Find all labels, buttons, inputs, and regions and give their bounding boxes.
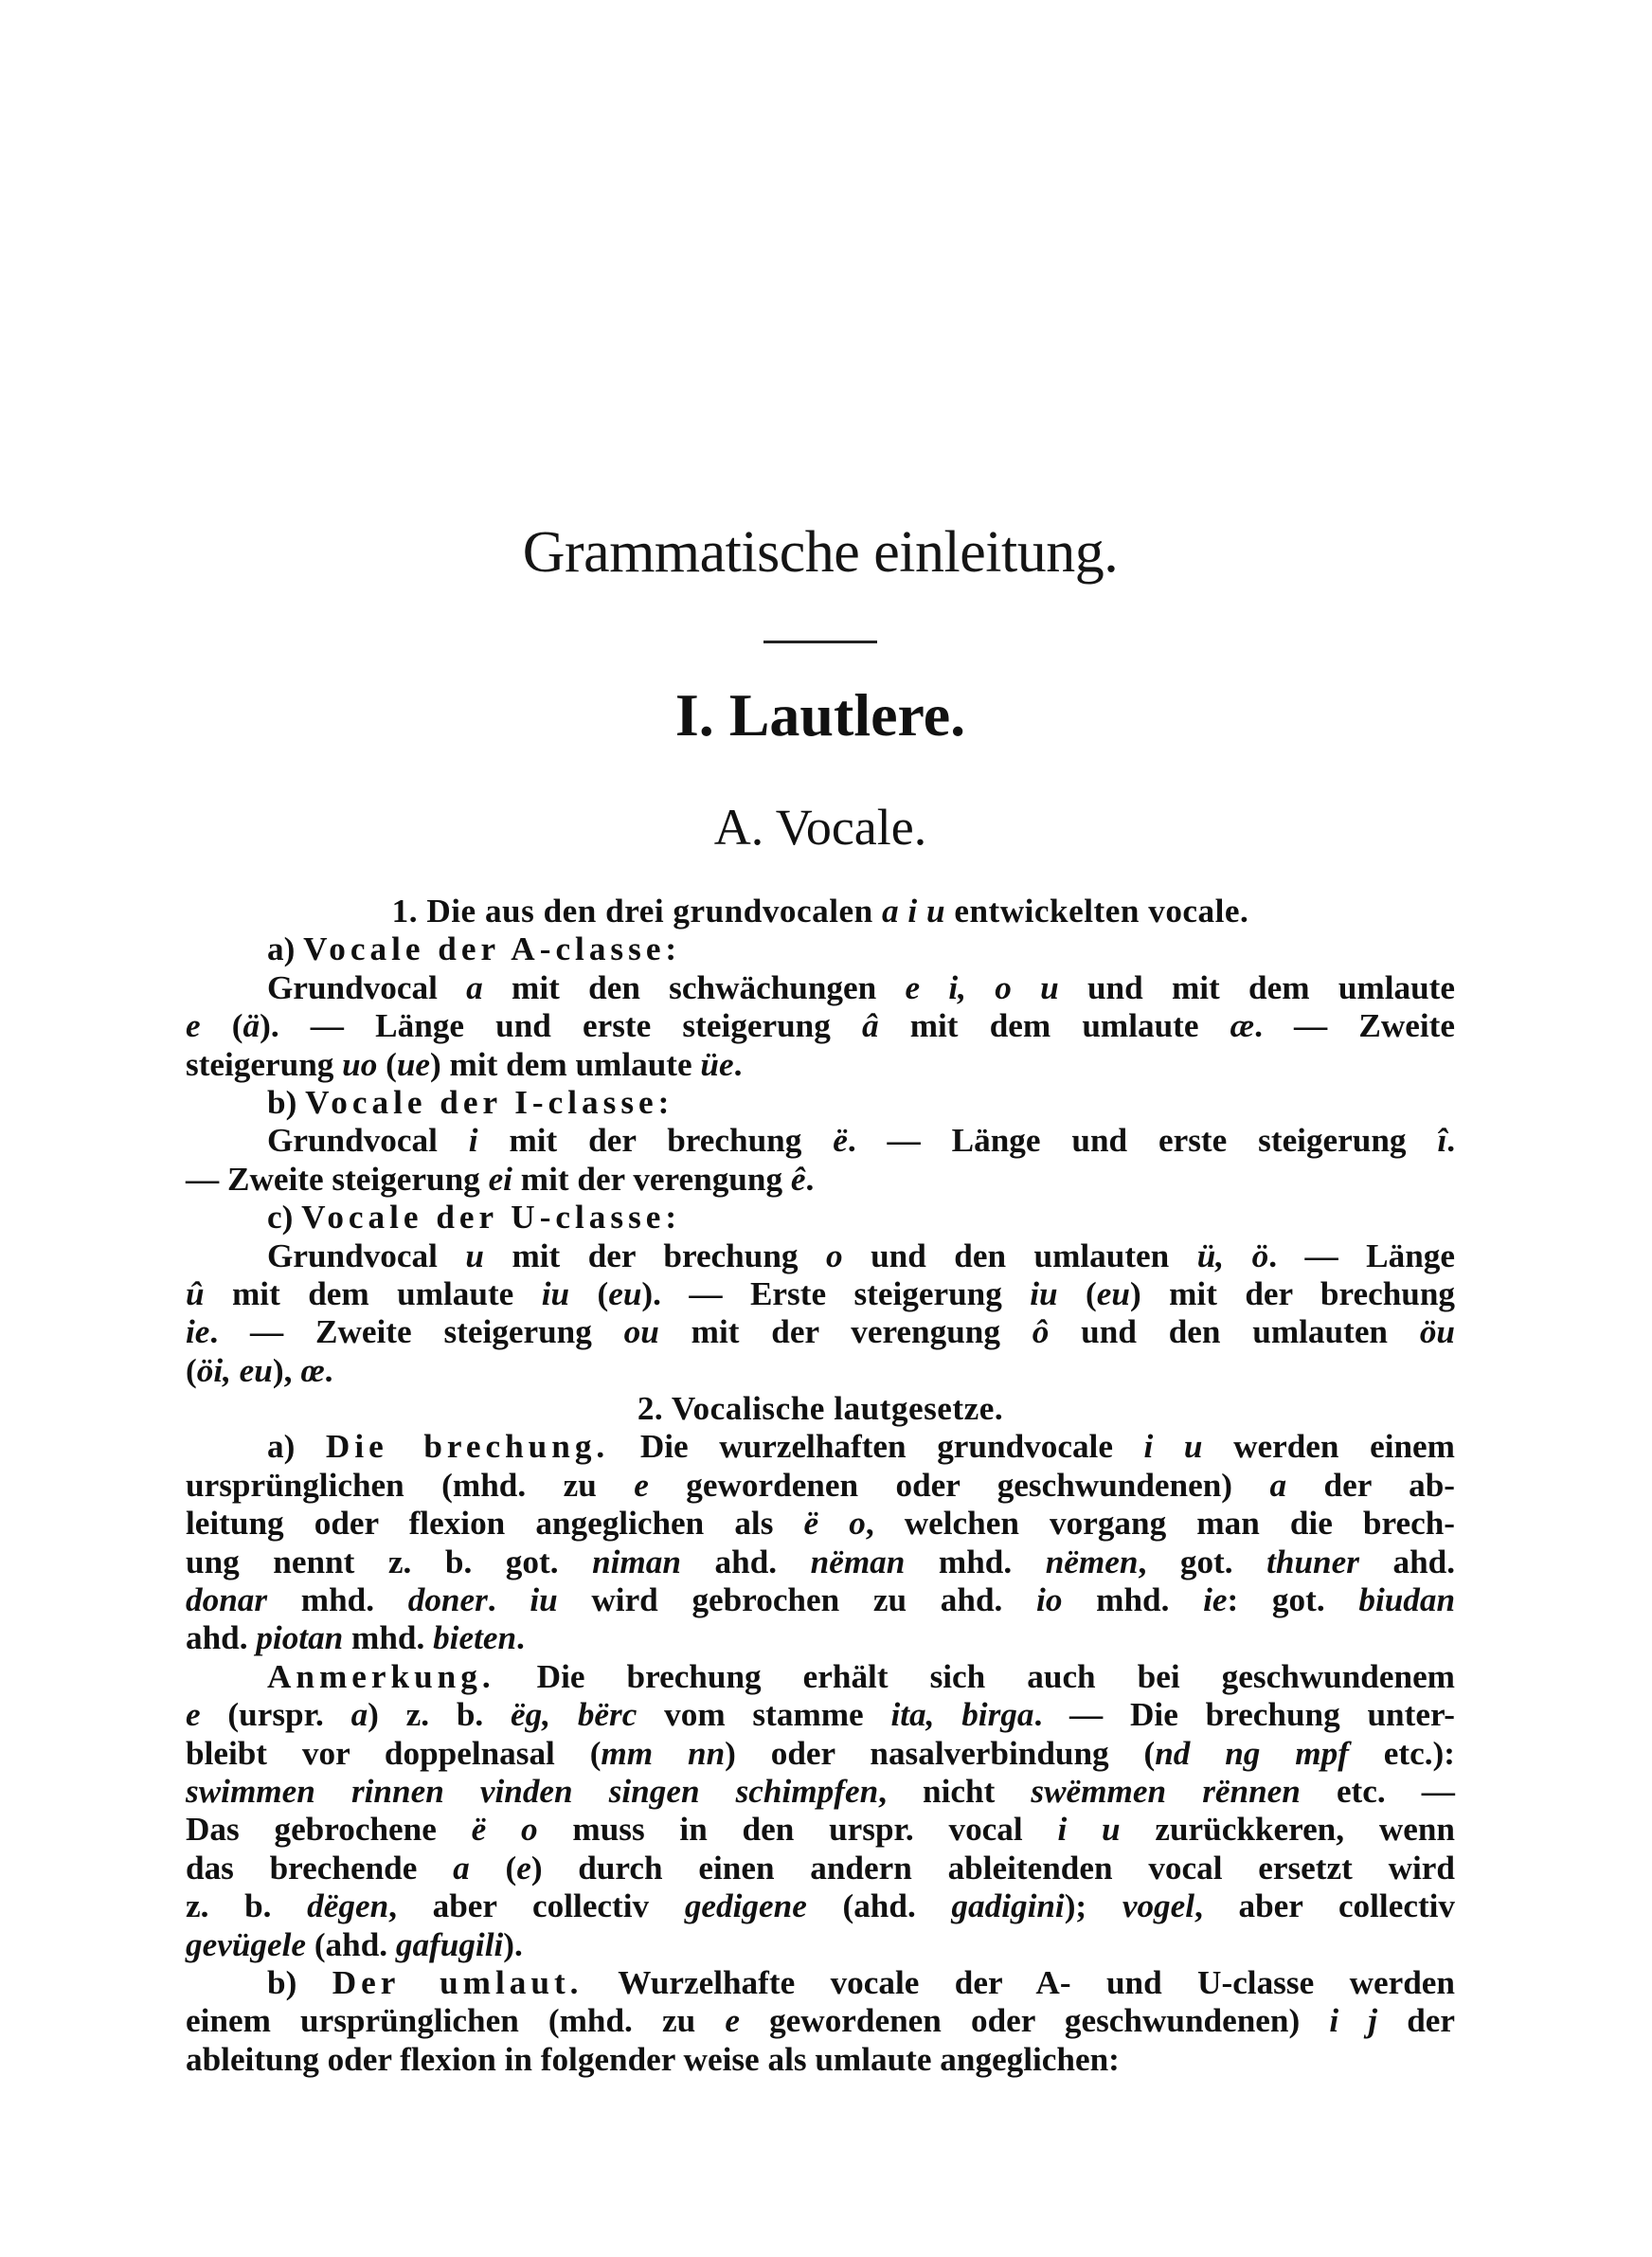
text-line: e (urspr. a) z. b. ëg, bërc vom stamme ita, birga. — Die brechung unter- bbox=[186, 1696, 1455, 1734]
text-line: b) Der umlaut. Wurzelhafte vocale der A- und U-classe werden bbox=[267, 1963, 1455, 2001]
page-title: Grammatische einleitung. bbox=[522, 520, 1119, 585]
text-line: b) Vocale der I-classe: bbox=[267, 1083, 674, 1121]
text-line: ableitung oder flexion in folgender weise als umlaute angeglichen: bbox=[186, 2040, 1120, 2078]
text-line: gevügele (ahd. gafugili). bbox=[186, 1925, 523, 1963]
text-line: c) Vocale der U-classe: bbox=[267, 1199, 682, 1237]
text-line: Das gebrochene ë o muss in den urspr. vocal i u zurückkeren, wenn bbox=[186, 1811, 1455, 1849]
text-line: Anmerkung. Die brechung erhält sich auch bei geschwundenem bbox=[267, 1657, 1455, 1695]
text-line: a) Vocale der A-classe: bbox=[267, 930, 682, 968]
text-line: donar mhd. doner. iu wird gebrochen zu ahd. io mhd. ie: got. biudan bbox=[186, 1581, 1456, 1619]
text-line: e (ä). — Länge und erste steigerung â mit dem umlaute æ. — Zweite bbox=[186, 1007, 1456, 1045]
text-line: swimmen rinnen vinden singen schimpfen, nicht swëmmen rënnen etc. — bbox=[186, 1772, 1455, 1810]
text-line: — Zweite steigerung ei mit der verengung ê. bbox=[186, 1160, 815, 1198]
text-line: ung nennt z. b. got. niman ahd. nëman mhd. nëmen, got. thuner ahd. bbox=[186, 1543, 1455, 1580]
body-text bbox=[186, 893, 1455, 2079]
text-line: 1. Die aus den drei grundvocalen a i u entwickelten vocale. bbox=[391, 893, 1249, 930]
text-line: Grundvocal a mit den schwächungen e i, o u und mit dem umlaute bbox=[267, 968, 1456, 1006]
text-line: ursprünglichen (mhd. zu e gewordenen oder geschwundenen) a der ab- bbox=[186, 1466, 1455, 1504]
title-divider bbox=[763, 641, 877, 643]
section-heading: A. Vocale. bbox=[713, 799, 927, 856]
part-heading: I. Lautlere. bbox=[674, 681, 966, 749]
text-line: ie. — Zweite steigerung ou mit der verengung ô und den umlauten öu bbox=[186, 1313, 1455, 1351]
text-line: Grundvocal u mit der brechung o und den umlauten ü, ö. — Länge bbox=[267, 1237, 1455, 1274]
text-line: bleibt vor doppelnasal (mm nn) oder nasalverbindung (nd ng mpf etc.): bbox=[186, 1734, 1455, 1772]
text-line: einem ursprünglichen (mhd. zu e gewordenen oder geschwundenen) i j der bbox=[186, 2002, 1456, 2040]
text-line: ahd. piotan mhd. bieten. bbox=[186, 1619, 525, 1657]
text-line: a) Die brechung. Die wurzelhaften grundvocale i u werden einem bbox=[267, 1428, 1455, 1466]
text-line: Grundvocal i mit der brechung ë. — Länge und erste steigerung î. bbox=[267, 1122, 1456, 1160]
text-line: steigerung uo (ue) mit dem umlaute üe. bbox=[186, 1045, 743, 1083]
text-line: 2. Vocalische lautgesetze. bbox=[637, 1390, 1004, 1428]
text-line: (öi, eu), œ. bbox=[186, 1351, 333, 1389]
text-line: das brechende a (e) durch einen andern ableitenden vocal ersetzt wird bbox=[186, 1849, 1455, 1887]
text-line: z. b. dëgen, aber collectiv gedigene (ahd. gadigini); vogel, aber collectiv bbox=[186, 1887, 1456, 1925]
text-line: û mit dem umlaute iu (eu). — Erste steigerung iu (eu) mit der brechung bbox=[186, 1274, 1456, 1312]
text-line: leitung oder flexion angeglichen als ë o, welchen vorgang man die brech- bbox=[186, 1505, 1456, 1543]
